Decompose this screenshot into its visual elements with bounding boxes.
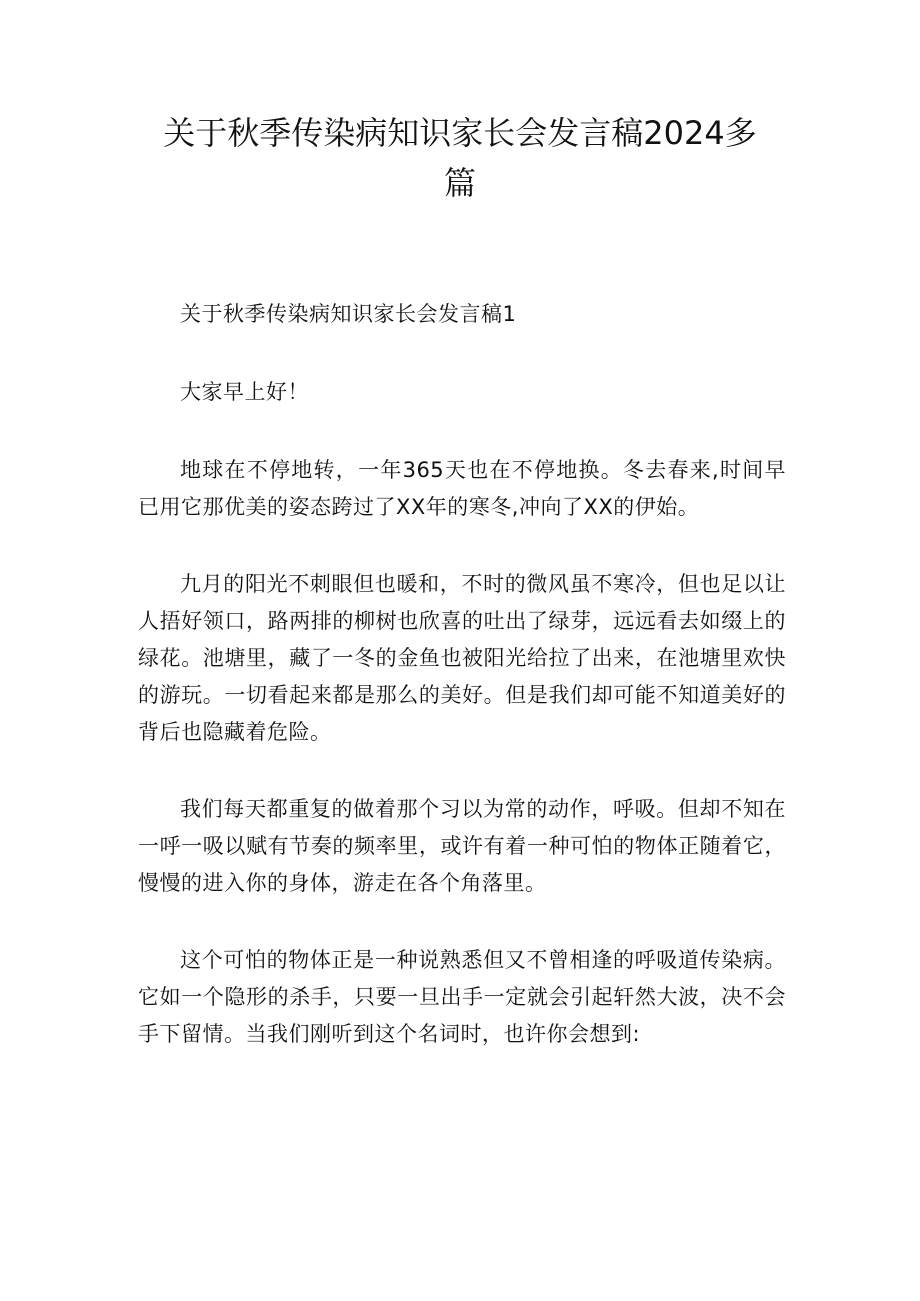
body-paragraph-4: 这个可怕的物体正是一种说熟悉但又不曾相逢的呼吸道传染病。它如一个隐形的杀手，只要一旦出手一定就会引起轩然大波，决不会手下留情。当我们刚听到这个名词时，也许你会想到: <box>138 948 786 1046</box>
body-paragraph-2: 九月的阳光不刺眼但也暖和，不时的微风虽不寒冷，但也足以让人捂好领口，路两排的柳树也欣喜的吐出了绿芽，远远看去如缀上的绿花。池塘里，藏了一冬的金鱼也被阳光给拉了出来，在池塘里欢快的游玩。一切看起来都是那么的美好。但是我们却可能不知道美好的背后也隐藏着危险。 <box>138 572 786 744</box>
document-title: 关于秋季传染病知识家长会发言稿2024多篇 <box>163 114 757 202</box>
body-paragraph-3: 我们每天都重复的做着那个习以为常的动作，呼吸。但却不知在一呼一吸以赋有节奏的频率里，或许有着一种可怕的物体正随着它，慢慢的进入你的身体，游走在各个角落里。 <box>138 797 786 895</box>
document-body <box>138 296 786 1093</box>
greeting-paragraph: 大家早上好！ <box>180 380 309 404</box>
section-heading: 关于秋季传染病知识家长会发言稿1 <box>180 302 517 326</box>
body-paragraph-1: 地球在不停地转，一年365天也在不停地换。冬去春来,时间早已用它那优美的姿态跨过了XX年的寒冬,冲向了XX的伊始。 <box>138 458 786 519</box>
